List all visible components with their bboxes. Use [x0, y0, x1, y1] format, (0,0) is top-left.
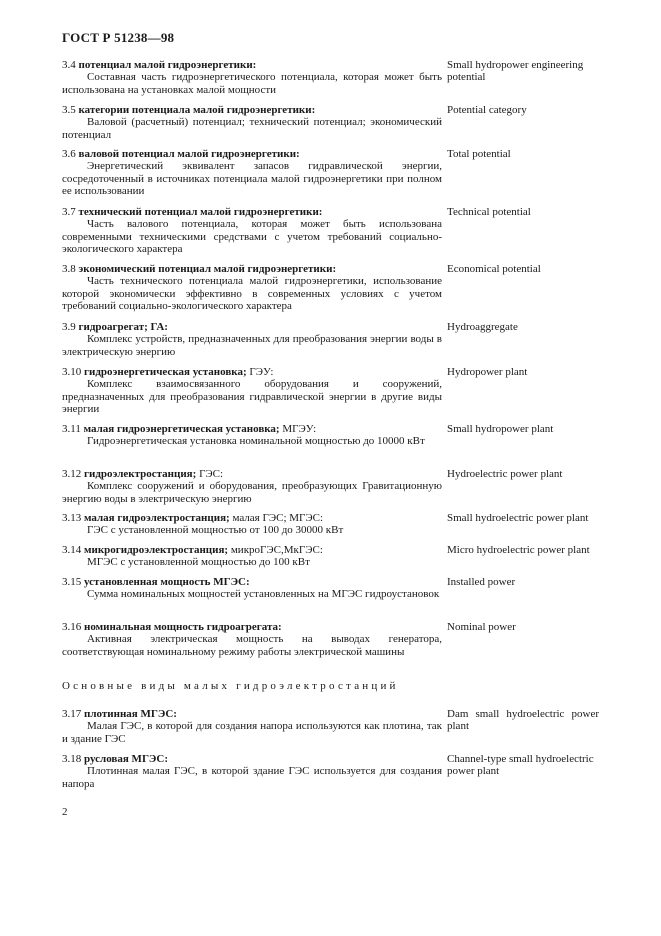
- entry-number: 3.18: [62, 753, 82, 765]
- page-header: ГОСТ Р 51238—98: [62, 30, 175, 45]
- entry-term: категории потенциала малой гидроэнергетики:: [78, 104, 316, 116]
- entry-term: микрогидроэлектростанция;: [84, 544, 229, 556]
- entry-term: экономический потенциал малой гидроэнергетики:: [78, 263, 337, 275]
- entry-3-16: [62, 621, 442, 658]
- entry-english-3-16: Nominal power: [447, 621, 516, 633]
- entry-english-3-6: Total potential: [447, 148, 511, 160]
- entry-english-3-11: Small hydropower plant: [447, 423, 554, 435]
- entry-term: русловая МГЭС:: [84, 753, 169, 765]
- entry-definition: ГЭС с установленной мощностью от 100 до 30000 кВт: [87, 524, 344, 537]
- page-number: 2: [62, 806, 68, 818]
- entry-term: малая гидроэлектростанция;: [84, 512, 230, 524]
- entry-number: 3.4: [62, 59, 76, 71]
- entry-3-4: [62, 59, 442, 96]
- entry-3-5: [62, 104, 442, 141]
- entry-number: 3.13: [62, 512, 82, 524]
- entry-definition: Комплекс взаимосвязанного оборудования и сооружений, предназначенных для преобразования гидравлической энергии в другие виды энергии: [62, 378, 442, 416]
- entry-definition: Комплекс устройств, предназначенных для преобразования энергии воды в электрическую энергию: [62, 333, 442, 358]
- entry-number: 3.8: [62, 263, 76, 275]
- entry-3-14: [62, 544, 442, 569]
- entry-3-17: [62, 708, 442, 745]
- entry-definition: Часть валового потенциала, которая может быть использована современными техническими средствами с учетом требований социально-экологического характера: [62, 218, 442, 256]
- entry-definition: Активная электрическая мощность на выводах генератора, соответствующая номинальному режиму работы электрической машины: [62, 633, 442, 658]
- entry-english-3-18: Channel-type small hydroelectric power plant: [447, 753, 594, 778]
- entry-number: 3.6: [62, 148, 76, 160]
- entry-english-3-7: Technical potential: [447, 206, 531, 218]
- entry-english-3-8: Economical potential: [447, 263, 541, 275]
- entry-term: потенциал малой гидроэнергетики:: [78, 59, 257, 71]
- entry-definition: Часть технического потенциала малой гидроэнергетики, использование которой экономически эффективно в современных условиях с учетом требований социально-экологического характера: [62, 275, 442, 313]
- entry-english-3-9: Hydroaggregate: [447, 321, 518, 333]
- entry-3-15: [62, 576, 442, 601]
- entry-term: малая гидроэнергетическая установка;: [83, 423, 280, 435]
- entry-3-13: [62, 512, 442, 537]
- entry-term-extra: МГЭУ:: [282, 423, 317, 435]
- entry-term-extra: ГА:: [150, 321, 168, 333]
- entry-number: 3.15: [62, 576, 82, 588]
- entry-term-extra: ГЭС:: [199, 468, 224, 480]
- entry-english-3-13: Small hydroelectric power plant: [447, 512, 589, 524]
- entry-number: 3.10: [62, 366, 82, 378]
- entry-number: 3.9: [62, 321, 76, 333]
- entry-term-extra: ГЭУ:: [249, 366, 274, 378]
- entry-definition: Составная часть гидроэнергетического потенциала, которая может быть использована на установках малой мощности: [62, 71, 442, 96]
- entry-term: технический потенциал малой гидроэнергетики:: [78, 206, 323, 218]
- entry-term: гидроэлектростанция;: [84, 468, 197, 480]
- entry-english-3-15: Installed power: [447, 576, 516, 588]
- entry-number: 3.12: [62, 468, 82, 480]
- entry-3-12: [62, 468, 442, 505]
- entry-english-3-5: Potential category: [447, 104, 527, 116]
- entry-term: валовой потенциал малой гидроэнергетики:: [78, 148, 300, 160]
- entry-term: номинальная мощность гидроагрегата:: [84, 621, 282, 633]
- entry-number: 3.14: [62, 544, 82, 556]
- entry-english-3-4: Small hydropower engineering potential: [447, 59, 584, 84]
- entry-number: 3.17: [62, 708, 82, 720]
- entry-3-6: [62, 148, 442, 198]
- entry-term: плотинная МГЭС:: [84, 708, 177, 720]
- entry-english-3-14: Micro hydroelectric power plant: [447, 544, 590, 556]
- entry-3-9: [62, 321, 442, 358]
- entry-3-11: [62, 423, 442, 448]
- entry-english-3-17: Dam small hydroelectric power plant: [447, 708, 599, 733]
- section-title: Основные виды малых гидроэлектростанций: [62, 680, 399, 692]
- entry-term: установленная мощность МГЭС:: [84, 576, 250, 588]
- entry-definition: Сумма номинальных мощностей установленных на МГЭС гидроустановок: [87, 588, 440, 601]
- entry-definition: МГЭС с установленной мощностью до 100 кВт: [87, 556, 310, 569]
- entry-term-extra: малая ГЭС; МГЭС:: [232, 512, 324, 524]
- entry-definition: Плотинная малая ГЭС, в которой здание ГЭС используется для создания напора: [62, 765, 442, 790]
- entry-3-8: [62, 263, 442, 313]
- entry-number: 3.11: [62, 423, 81, 435]
- entry-definition: Малая ГЭС, в которой для создания напора используются как плотина, так и здание ГЭС: [62, 720, 442, 745]
- entry-number: 3.7: [62, 206, 76, 218]
- entry-term: гидроагрегат;: [78, 321, 148, 333]
- entry-english-3-10: Hydropower plant: [447, 366, 528, 378]
- entry-definition: Энергетический эквивалент запасов гидравлической энергии, сосредоточенный в источниках потенциала малой гидроэнергетики при полном ее использовании: [62, 160, 442, 198]
- entry-english-3-12: Hydroelectric power plant: [447, 468, 563, 480]
- entry-definition: Гидроэнергетическая установка номинальной мощностью до 10000 кВт: [87, 435, 425, 448]
- entry-3-18: [62, 753, 442, 790]
- entry-definition: Валовой (расчетный) потенциал; технический потенциал; экономический потенциал: [62, 116, 442, 141]
- entry-3-7: [62, 206, 442, 256]
- entry-3-10: [62, 366, 442, 416]
- entry-number: 3.16: [62, 621, 82, 633]
- entry-number: 3.5: [62, 104, 76, 116]
- entry-term-extra: микроГЭС,МкГЭС:: [230, 544, 323, 556]
- entry-term: гидроэнергетическая установка;: [84, 366, 247, 378]
- entry-definition: Комплекс сооружений и оборудования, преобразующих Гравитационную энергию воды в электрическую энергию: [62, 480, 442, 505]
